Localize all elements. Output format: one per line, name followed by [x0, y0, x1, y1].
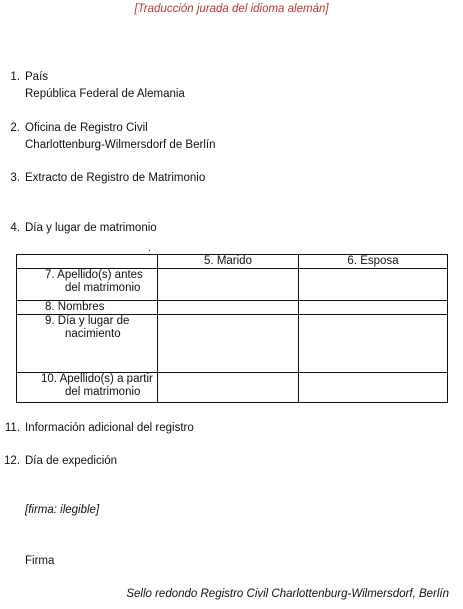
item-number: 2. [10, 122, 20, 134]
husband-cell [158, 301, 299, 315]
row-label [17, 301, 158, 315]
item-label: Extracto de Registro de Matrimonio [25, 172, 206, 184]
row-label [17, 269, 158, 301]
wife-cell [299, 373, 448, 403]
item-label: Día y lugar de matrimonio [25, 222, 157, 234]
wife-cell [299, 315, 448, 373]
row-number: 10. [41, 373, 57, 385]
husband-cell [158, 269, 299, 301]
item-value: Charlottenburg-Wilmersdorf de Berlín [25, 139, 216, 151]
table-header-row [17, 255, 448, 269]
row-label-line: Apellido(s) antes [57, 269, 143, 281]
wife-cell [299, 269, 448, 301]
husband-cell [158, 315, 299, 373]
stray-dot: . [148, 243, 151, 254]
item-label: Información adicional del registro [25, 422, 194, 434]
row-label-line: del matrimonio [65, 282, 141, 294]
signature-label: Firma [25, 555, 55, 567]
table-row [17, 315, 448, 373]
header-wife: 6. Esposa [299, 255, 448, 269]
item-number: 4. [10, 222, 20, 234]
table-row [17, 269, 448, 301]
item-label: País [25, 71, 49, 83]
table-row [17, 301, 448, 315]
row-label-line: Día y lugar de [57, 315, 130, 327]
seal-note: Sello redondo Registro Civil Charlottenburg-Wilmersdorf, Berlín [126, 588, 449, 600]
row-label-line: nacimiento [65, 328, 121, 340]
wife-cell [299, 301, 448, 315]
row-label [17, 315, 158, 373]
row-number: 7. [45, 269, 55, 281]
item-number: 3. [10, 172, 20, 184]
item-value: República Federal de Alemania [25, 88, 185, 100]
row-label-line: del matrimonio [65, 386, 141, 398]
item-label: Oficina de Registro Civil [25, 122, 148, 134]
translation-header: [Traducción jurada del idioma alemán] [134, 3, 329, 15]
item-number: 11. [4, 422, 20, 434]
signature-note: [firma: ilegible] [25, 504, 100, 516]
row-label-line: Apellido(s) a partir [59, 373, 153, 385]
item-number: 12. [4, 455, 20, 467]
spouses-table [16, 254, 448, 403]
table-row [17, 373, 448, 403]
header-husband: 5. Marido [158, 255, 299, 269]
husband-cell [158, 373, 299, 403]
item-number: 1. [10, 71, 20, 83]
row-label-line: Nombres [57, 301, 105, 313]
row-label [17, 373, 158, 403]
item-label: Día de expedición [25, 455, 118, 467]
row-number: 9. [45, 315, 55, 327]
row-number: 8. [45, 301, 55, 313]
table-corner-cell [17, 255, 158, 269]
